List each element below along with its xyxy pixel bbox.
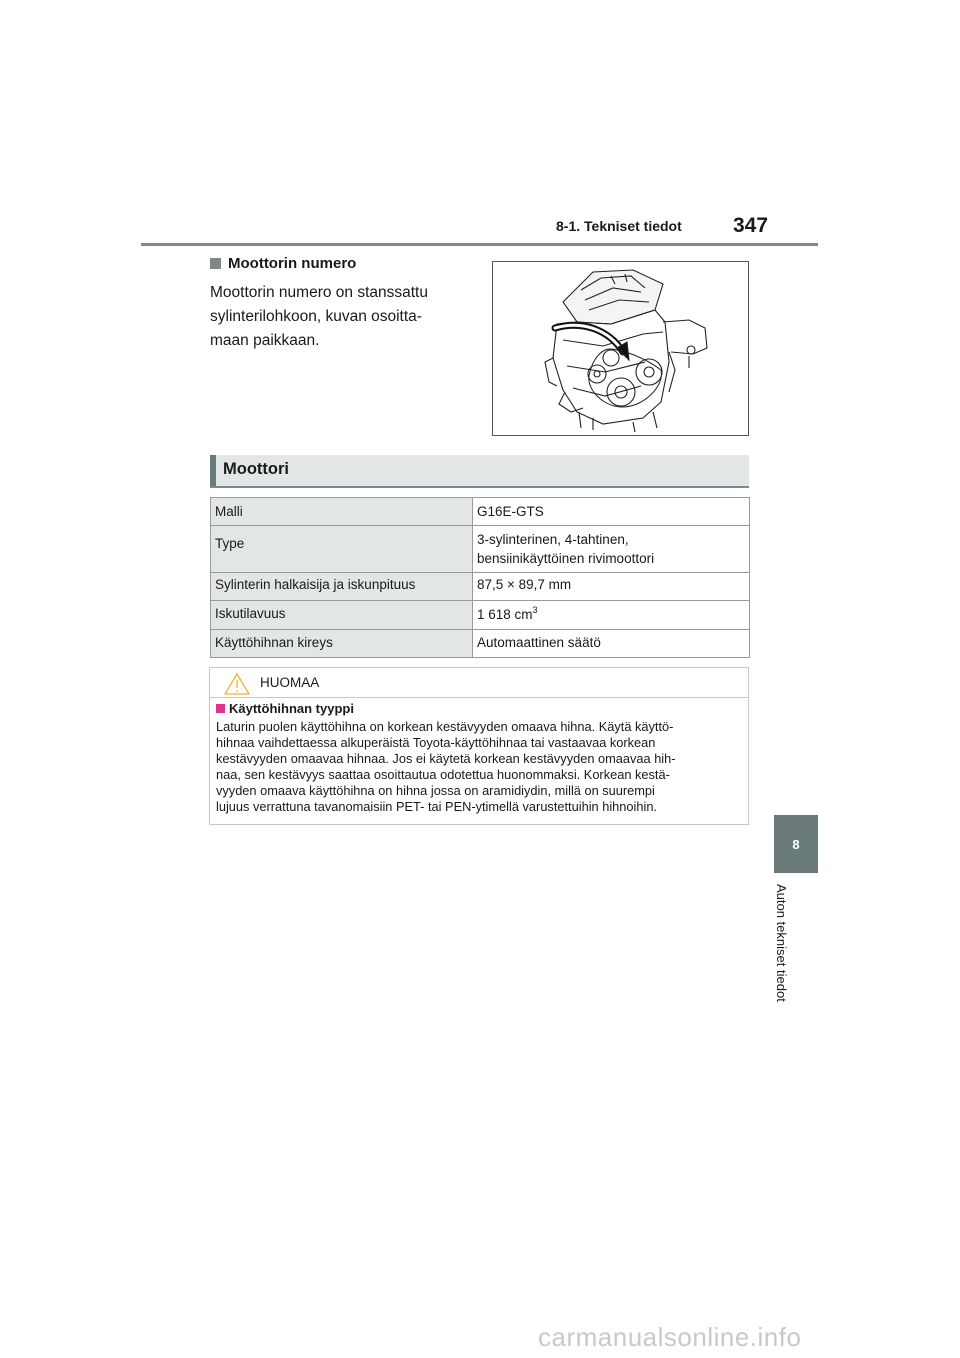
table-row (211, 573, 750, 601)
notice-line: naa, sen kestävyys saattaa osoittautua odotettua huonommaksi. Korkean kestä- (216, 767, 670, 782)
notice-line: vyyden omaava käyttöhihna on hihna jossa on aramidiydin, millä on suurempi (216, 783, 655, 798)
engine-number-heading-text: Moottorin numero (228, 255, 357, 272)
superscript: 3 (532, 605, 538, 615)
chapter-title-text: Auton tekniset tiedot (774, 884, 789, 1002)
notice-line: hihnaa vaihdettaessa alkuperäistä Toyota-käyttöhihnaa tai vastaavaa korkean (216, 735, 656, 750)
engine-drawing (493, 262, 748, 435)
table-row (211, 526, 750, 573)
engine-spec-table (210, 497, 750, 658)
spec-value: Automaattinen säätö (473, 630, 750, 658)
spec-value (473, 601, 750, 630)
spec-value-line: 3-sylinterinen, 4-tahtinen, (477, 532, 629, 547)
warning-triangle-icon (224, 673, 250, 695)
spec-value: 87,5 × 89,7 mm (473, 573, 750, 601)
chapter-side-title (776, 884, 816, 1024)
notice-header (210, 668, 748, 698)
chapter-tab-number: 8 (774, 815, 818, 873)
spec-heading-text: Moottori (223, 460, 289, 478)
text-line: maan paikkaan. (210, 332, 320, 349)
table-row (211, 498, 750, 526)
spec-key: Käyttöhihnan kireys (211, 630, 473, 658)
spec-value: G16E-GTS (473, 498, 750, 526)
spec-key: Iskutilavuus (211, 601, 473, 630)
notice-line: lujuus verrattuna tavanomaisiin PET- tai PEN-ytimellä varustettuihin hihnoihin. (216, 799, 657, 814)
text-line: Moottorin numero on stanssattu (210, 284, 428, 301)
square-bullet-icon (210, 258, 221, 269)
displacement-value: 1 618 cm (477, 607, 533, 622)
notice-line: kestävyyden omaavaa hihnaa. Jos ei käytetä korkean kestävyyden omaavaa hih- (216, 751, 676, 766)
heading-accent-bar (210, 455, 216, 486)
engine-number-text (210, 281, 472, 353)
footer-watermark: carmanualsonline.info (538, 1322, 802, 1352)
page-number: 347 (733, 214, 769, 237)
notice-subheading-text: Käyttöhihnan tyyppi (229, 701, 354, 716)
header-divider (141, 243, 818, 246)
square-bullet-icon (216, 704, 225, 713)
engine-number-heading (210, 255, 356, 272)
spec-value-line: bensiinikäyttöinen rivimoottori (477, 551, 655, 566)
notice-text (216, 719, 740, 815)
spec-key: Malli (211, 498, 473, 526)
notice-box (209, 667, 749, 825)
notice-title: HUOMAA (260, 675, 320, 690)
table-row (211, 601, 750, 630)
table-row (211, 630, 750, 658)
notice-line: Laturin puolen käyttöhihna on korkean kestävyyden omaava hihna. Käytä käyttö- (216, 719, 674, 734)
spec-key: Type (211, 526, 473, 573)
spec-key: Sylinterin halkaisija ja iskunpituus (211, 573, 473, 601)
section-title: 8-1. Tekniset tiedot (556, 218, 682, 234)
notice-subheading (216, 701, 354, 716)
engine-illustration (492, 261, 749, 436)
spec-value (473, 526, 750, 573)
text-line: sylinterilohkoon, kuvan osoitta- (210, 308, 422, 325)
spec-section-heading (210, 455, 749, 488)
